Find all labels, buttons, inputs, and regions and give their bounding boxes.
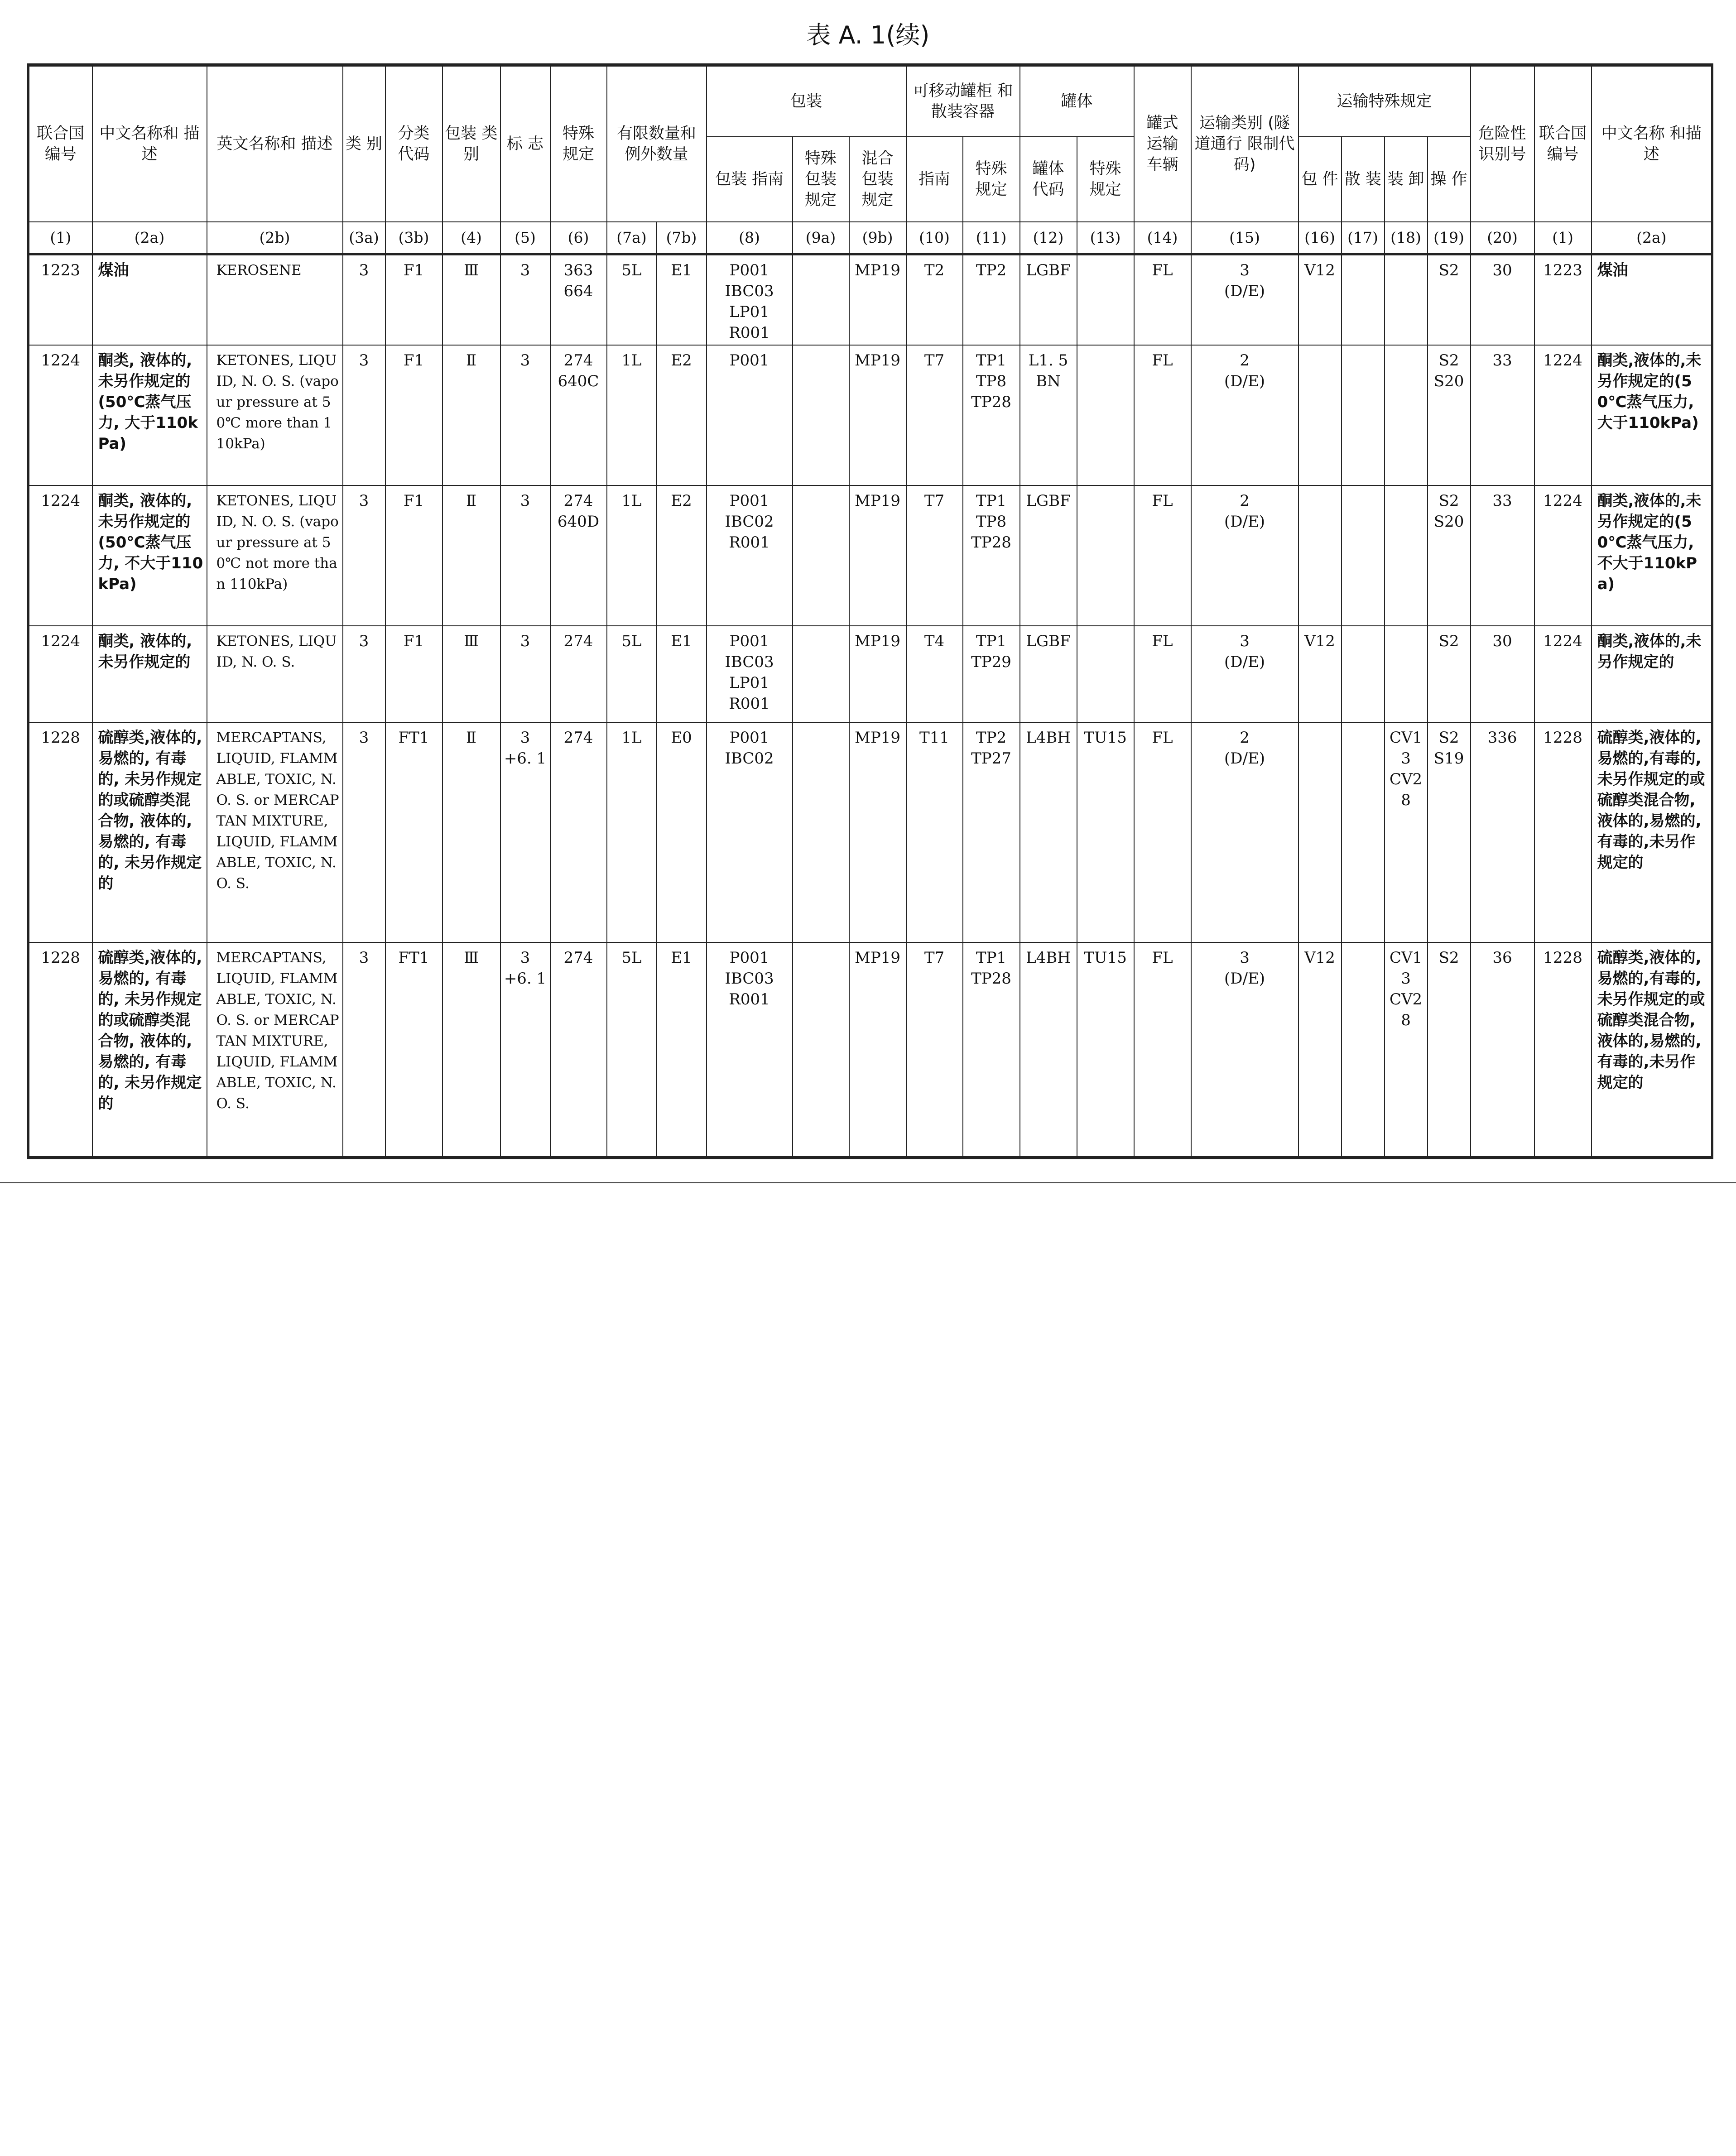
cell-name-zh: 酮类, 液体的, 未另作规定的 — [92, 626, 207, 722]
cell-excepted-quantity: E2 — [657, 345, 707, 485]
column-number: (9b) — [849, 222, 906, 254]
header-tank-vehicle: 罐式 运输 车辆 — [1134, 65, 1191, 222]
column-number: (3b) — [385, 222, 442, 254]
cell-class: 3 — [343, 722, 385, 942]
cell-tank-special: TU15 — [1077, 942, 1134, 1158]
header-tank-code: 罐体 代码 — [1020, 137, 1077, 222]
cell-ts-operation: S2 — [1428, 942, 1471, 1158]
header-ts-bulk: 散 装 — [1342, 137, 1385, 222]
cell-name-zh: 硫醇类,液体的, 易燃的, 有毒的, 未另作规定的或硫醇类混合物, 液体的, 易燃的, 有毒的, 未另作规定的 — [92, 942, 207, 1158]
cell-portable-tank-instructions: T7 — [906, 485, 963, 626]
cell-hazard-id: 30 — [1471, 626, 1534, 722]
cell-ts-bulk — [1342, 485, 1385, 626]
cell-portable-tank-instructions: T7 — [906, 345, 963, 485]
header-un-no-repeat: 联合国 编号 — [1534, 65, 1592, 222]
cell-tank-vehicle: FL — [1134, 722, 1191, 942]
cell-packing-instructions: P001 — [707, 345, 793, 485]
cell-name-en: KETONES, LIQUID, N. O. S. — [207, 626, 343, 722]
cell-limited-quantity: 1L — [607, 722, 657, 942]
cell-packing-instructions: P001 IBC03 LP01 R001 — [707, 626, 793, 722]
cell-transport-category: 2 (D/E) — [1191, 722, 1298, 942]
header-hazard-id: 危险性 识别号 — [1471, 65, 1534, 222]
column-number: (10) — [906, 222, 963, 254]
column-number: (9a) — [793, 222, 849, 254]
column-number: (2a) — [92, 222, 207, 254]
cell-tank-special — [1077, 626, 1134, 722]
table-header — [29, 65, 1712, 254]
cell-packing-group: Ⅲ — [442, 626, 500, 722]
column-number: (18) — [1385, 222, 1428, 254]
cell-limited-quantity: 1L — [607, 345, 657, 485]
cell-special-packing — [793, 722, 849, 942]
cell-label: 3 — [500, 626, 550, 722]
header-label: 标 志 — [500, 65, 550, 222]
cell-transport-category: 3 (D/E) — [1191, 626, 1298, 722]
cell-ts-loading — [1385, 345, 1428, 485]
cell-packing-group: Ⅱ — [442, 485, 500, 626]
cell-ts-packages — [1298, 345, 1342, 485]
column-number: (2a) — [1592, 222, 1712, 254]
cell-classification-code: F1 — [385, 254, 442, 346]
cell-tank-code: LGBF — [1020, 626, 1077, 722]
cell-ts-operation: S2 — [1428, 626, 1471, 722]
cell-packing-group: Ⅱ — [442, 722, 500, 942]
cell-classification-code: F1 — [385, 345, 442, 485]
cell-hazard-id: 33 — [1471, 485, 1534, 626]
cell-ts-loading — [1385, 485, 1428, 626]
cell-special-provisions: 274 — [550, 942, 607, 1158]
cell-tank-special — [1077, 345, 1134, 485]
table-body — [29, 254, 1712, 1158]
cell-un-number: 1228 — [29, 722, 92, 942]
cell-packing-group: Ⅲ — [442, 254, 500, 346]
cell-portable-tank-instructions: T2 — [906, 254, 963, 346]
cell-ts-packages: V12 — [1298, 942, 1342, 1158]
cell-ts-operation: S2 S20 — [1428, 485, 1471, 626]
cell-label: 3 +6. 1 — [500, 722, 550, 942]
cell-ts-packages: V12 — [1298, 626, 1342, 722]
cell-ts-loading — [1385, 254, 1428, 346]
cell-tank-code: L4BH — [1020, 942, 1077, 1158]
table-title: 表 A. 1(续) — [806, 21, 930, 49]
cell-hazard-id: 336 — [1471, 722, 1534, 942]
cell-class: 3 — [343, 626, 385, 722]
cell-excepted-quantity: E0 — [657, 722, 707, 942]
cell-name-zh-repeat: 酮类,液体的,未另作规定的(50℃蒸气压力,大于110kPa) — [1592, 345, 1712, 485]
header-un-no: 联合国 编号 — [29, 65, 92, 222]
cell-name-en: KEROSENE — [207, 254, 343, 346]
cell-packing-group: Ⅱ — [442, 345, 500, 485]
cell-special-packing — [793, 942, 849, 1158]
cell-hazard-id: 30 — [1471, 254, 1534, 346]
cell-special-provisions: 274 640D — [550, 485, 607, 626]
cell-classification-code: FT1 — [385, 722, 442, 942]
cell-name-zh: 煤油 — [92, 254, 207, 346]
cell-limited-quantity: 5L — [607, 254, 657, 346]
cell-tank-code: LGBF — [1020, 254, 1077, 346]
cell-special-packing — [793, 485, 849, 626]
column-number: (19) — [1428, 222, 1471, 254]
cell-hazard-id: 36 — [1471, 942, 1534, 1158]
cell-class: 3 — [343, 254, 385, 346]
cell-class: 3 — [343, 345, 385, 485]
table-row — [29, 626, 1712, 722]
cell-un-number-repeat: 1228 — [1534, 942, 1592, 1158]
cell-un-number-repeat: 1224 — [1534, 485, 1592, 626]
header-name-zh: 中文名称和 描述 — [92, 65, 207, 222]
cell-packing-instructions: P001 IBC03 LP01 R001 — [707, 254, 793, 346]
column-number: (12) — [1020, 222, 1077, 254]
cell-classification-code: F1 — [385, 626, 442, 722]
cell-mixed-packing: MP19 — [849, 942, 906, 1158]
cell-name-zh-repeat: 酮类,液体的,未另作规定的 — [1592, 626, 1712, 722]
header-packing-group: 包装 类别 — [442, 65, 500, 222]
cell-portable-tank-special: TP1 TP8 TP28 — [963, 485, 1020, 626]
cell-portable-tank-special: TP1 TP28 — [963, 942, 1020, 1158]
cell-mixed-packing: MP19 — [849, 345, 906, 485]
header-class: 类 别 — [343, 65, 385, 222]
cell-special-provisions: 274 — [550, 722, 607, 942]
column-number: (14) — [1134, 222, 1191, 254]
header-name-zh-repeat: 中文名称 和描述 — [1592, 65, 1712, 222]
column-number: (2b) — [207, 222, 343, 254]
cell-un-number-repeat: 1223 — [1534, 254, 1592, 346]
cell-transport-category: 3 (D/E) — [1191, 942, 1298, 1158]
cell-excepted-quantity: E1 — [657, 254, 707, 346]
column-number-row — [29, 222, 1712, 254]
cell-tank-vehicle: FL — [1134, 626, 1191, 722]
column-number: (5) — [500, 222, 550, 254]
cell-class: 3 — [343, 942, 385, 1158]
cell-special-provisions: 274 — [550, 626, 607, 722]
header-portable-tanks: 可移动罐柜 和散装容器 — [906, 65, 1020, 137]
cell-ts-bulk — [1342, 345, 1385, 485]
column-number: (13) — [1077, 222, 1134, 254]
header-ts-operation: 操 作 — [1428, 137, 1471, 222]
header-ts-loading: 装 卸 — [1385, 137, 1428, 222]
cell-tank-special: TU15 — [1077, 722, 1134, 942]
cell-ts-packages — [1298, 722, 1342, 942]
cell-un-number: 1228 — [29, 942, 92, 1158]
cell-portable-tank-instructions: T4 — [906, 626, 963, 722]
cell-ts-packages: V12 — [1298, 254, 1342, 346]
cell-tank-code: LGBF — [1020, 485, 1077, 626]
column-number: (20) — [1471, 222, 1534, 254]
cell-un-number: 1224 — [29, 345, 92, 485]
cell-ts-loading: CV13 CV28 — [1385, 722, 1428, 942]
header-tank: 罐体 — [1020, 65, 1134, 137]
header-packing-instructions: 包装 指南 — [707, 137, 793, 222]
header-portable-guide: 指南 — [906, 137, 963, 222]
cell-tank-vehicle: FL — [1134, 345, 1191, 485]
cell-ts-loading — [1385, 626, 1428, 722]
cell-name-zh-repeat: 硫醇类,液体的,易燃的,有毒的,未另作规定的或硫醇类混合物,液体的,易燃的,有毒的,未另作规定的 — [1592, 942, 1712, 1158]
cell-special-provisions: 363 664 — [550, 254, 607, 346]
column-number: (8) — [707, 222, 793, 254]
cell-classification-code: FT1 — [385, 942, 442, 1158]
cell-label: 3 — [500, 345, 550, 485]
column-number: (7a) — [607, 222, 657, 254]
cell-name-zh: 硫醇类,液体的, 易燃的, 有毒的, 未另作规定的或硫醇类混合物, 液体的, 易燃的, 有毒的, 未另作规定的 — [92, 722, 207, 942]
cell-name-en: MERCAPTANS, LIQUID, FLAMMABLE, TOXIC, N. O. S. or MERCAP TAN MIXTURE, LIQUID, FLAMMABLE, TOXIC, N. O. S. — [207, 722, 343, 942]
cell-hazard-id: 33 — [1471, 345, 1534, 485]
cell-portable-tank-special: TP2 — [963, 254, 1020, 346]
header-tank-special: 特殊 规定 — [1077, 137, 1134, 222]
cell-tank-code: L4BH — [1020, 722, 1077, 942]
cell-tank-special — [1077, 485, 1134, 626]
cell-excepted-quantity: E2 — [657, 485, 707, 626]
cell-tank-special — [1077, 254, 1134, 346]
column-number: (7b) — [657, 222, 707, 254]
cell-packing-group: Ⅲ — [442, 942, 500, 1158]
cell-name-zh: 酮类, 液体的, 未另作规定的(50℃蒸气压力, 大于110kPa) — [92, 345, 207, 485]
header-name-en: 英文名称和 描述 — [207, 65, 343, 222]
cell-name-en: MERCAPTANS, LIQUID, FLAMMABLE, TOXIC, N. O. S. or MERCAP TAN MIXTURE, LIQUID, FLAMMABLE, TOXIC, N. O. S. — [207, 942, 343, 1158]
cell-classification-code: F1 — [385, 485, 442, 626]
cell-portable-tank-instructions: T7 — [906, 942, 963, 1158]
cell-special-provisions: 274 640C — [550, 345, 607, 485]
cell-ts-operation: S2 — [1428, 254, 1471, 346]
cell-mixed-packing: MP19 — [849, 722, 906, 942]
column-number: (6) — [550, 222, 607, 254]
cell-ts-loading: CV13 CV28 — [1385, 942, 1428, 1158]
cell-limited-quantity: 5L — [607, 626, 657, 722]
header-class-code: 分类 代码 — [385, 65, 442, 222]
cell-tank-vehicle: FL — [1134, 254, 1191, 346]
cell-ts-bulk — [1342, 722, 1385, 942]
column-number: (4) — [442, 222, 500, 254]
cell-class: 3 — [343, 485, 385, 626]
cell-packing-instructions: P001 IBC02 — [707, 722, 793, 942]
header-special-provisions: 特殊 规定 — [550, 65, 607, 222]
page-divider — [0, 1182, 1736, 1183]
cell-tank-vehicle: FL — [1134, 485, 1191, 626]
cell-label: 3 — [500, 485, 550, 626]
column-number: (16) — [1298, 222, 1342, 254]
cell-name-zh-repeat: 煤油 — [1592, 254, 1712, 346]
cell-mixed-packing: MP19 — [849, 485, 906, 626]
cell-un-number-repeat: 1224 — [1534, 626, 1592, 722]
table-row — [29, 254, 1712, 346]
cell-name-en: KETONES, LIQUID, N. O. S. (vapour pressure at 50℃ not more than 110kPa) — [207, 485, 343, 626]
column-number: (1) — [1534, 222, 1592, 254]
cell-special-packing — [793, 345, 849, 485]
cell-un-number: 1223 — [29, 254, 92, 346]
header-ts-packages: 包 件 — [1298, 137, 1342, 222]
cell-un-number-repeat: 1228 — [1534, 722, 1592, 942]
cell-ts-operation: S2 S20 — [1428, 345, 1471, 485]
cell-packing-instructions: P001 IBC03 R001 — [707, 942, 793, 1158]
header-special-packing: 特殊 包装 规定 — [793, 137, 849, 222]
cell-mixed-packing: MP19 — [849, 626, 906, 722]
column-number: (3a) — [343, 222, 385, 254]
column-number: (1) — [29, 222, 92, 254]
column-number: (15) — [1191, 222, 1298, 254]
header-packaging: 包装 — [707, 65, 906, 137]
cell-name-en: KETONES, LIQUID, N. O. S. (vapour pressure at 50℃ more than 110kPa) — [207, 345, 343, 485]
dangerous-goods-table — [27, 63, 1713, 1159]
table-row — [29, 722, 1712, 942]
cell-name-zh-repeat: 硫醇类,液体的,易燃的,有毒的,未另作规定的或硫醇类混合物,液体的,易燃的,有毒的,未另作规定的 — [1592, 722, 1712, 942]
cell-un-number: 1224 — [29, 485, 92, 626]
cell-ts-packages — [1298, 485, 1342, 626]
header-portable-special: 特殊 规定 — [963, 137, 1020, 222]
cell-excepted-quantity: E1 — [657, 942, 707, 1158]
cell-excepted-quantity: E1 — [657, 626, 707, 722]
cell-ts-bulk — [1342, 942, 1385, 1158]
cell-portable-tank-special: TP1 TP29 — [963, 626, 1020, 722]
table-row — [29, 485, 1712, 626]
cell-portable-tank-special: TP2 TP27 — [963, 722, 1020, 942]
cell-special-packing — [793, 254, 849, 346]
header-mixed-packing: 混合 包装 规定 — [849, 137, 906, 222]
table-row — [29, 345, 1712, 485]
cell-limited-quantity: 1L — [607, 485, 657, 626]
header-transport-category: 运输类别 (隧道通行 限制代码) — [1191, 65, 1298, 222]
cell-mixed-packing: MP19 — [849, 254, 906, 346]
cell-un-number: 1224 — [29, 626, 92, 722]
cell-label: 3 +6. 1 — [500, 942, 550, 1158]
cell-portable-tank-instructions: T11 — [906, 722, 963, 942]
cell-label: 3 — [500, 254, 550, 346]
cell-ts-bulk — [1342, 254, 1385, 346]
column-number: (11) — [963, 222, 1020, 254]
header-transport-special: 运输特殊规定 — [1298, 65, 1471, 137]
cell-name-zh-repeat: 酮类,液体的,未另作规定的(50℃蒸气压力,不大于110kPa) — [1592, 485, 1712, 626]
cell-un-number-repeat: 1224 — [1534, 345, 1592, 485]
cell-name-zh: 酮类, 液体的, 未另作规定的(50℃蒸气压力, 不大于110kPa) — [92, 485, 207, 626]
header-limited-quantity: 有限数量和 例外数量 — [607, 65, 707, 222]
cell-transport-category: 2 (D/E) — [1191, 485, 1298, 626]
column-number: (17) — [1342, 222, 1385, 254]
cell-portable-tank-special: TP1 TP8 TP28 — [963, 345, 1020, 485]
cell-special-packing — [793, 626, 849, 722]
cell-ts-operation: S2 S19 — [1428, 722, 1471, 942]
cell-tank-code: L1. 5BN — [1020, 345, 1077, 485]
cell-ts-bulk — [1342, 626, 1385, 722]
cell-transport-category: 3 (D/E) — [1191, 254, 1298, 346]
table-row — [29, 942, 1712, 1158]
cell-transport-category: 2 (D/E) — [1191, 345, 1298, 485]
cell-tank-vehicle: FL — [1134, 942, 1191, 1158]
cell-packing-instructions: P001 IBC02 R001 — [707, 485, 793, 626]
cell-limited-quantity: 5L — [607, 942, 657, 1158]
